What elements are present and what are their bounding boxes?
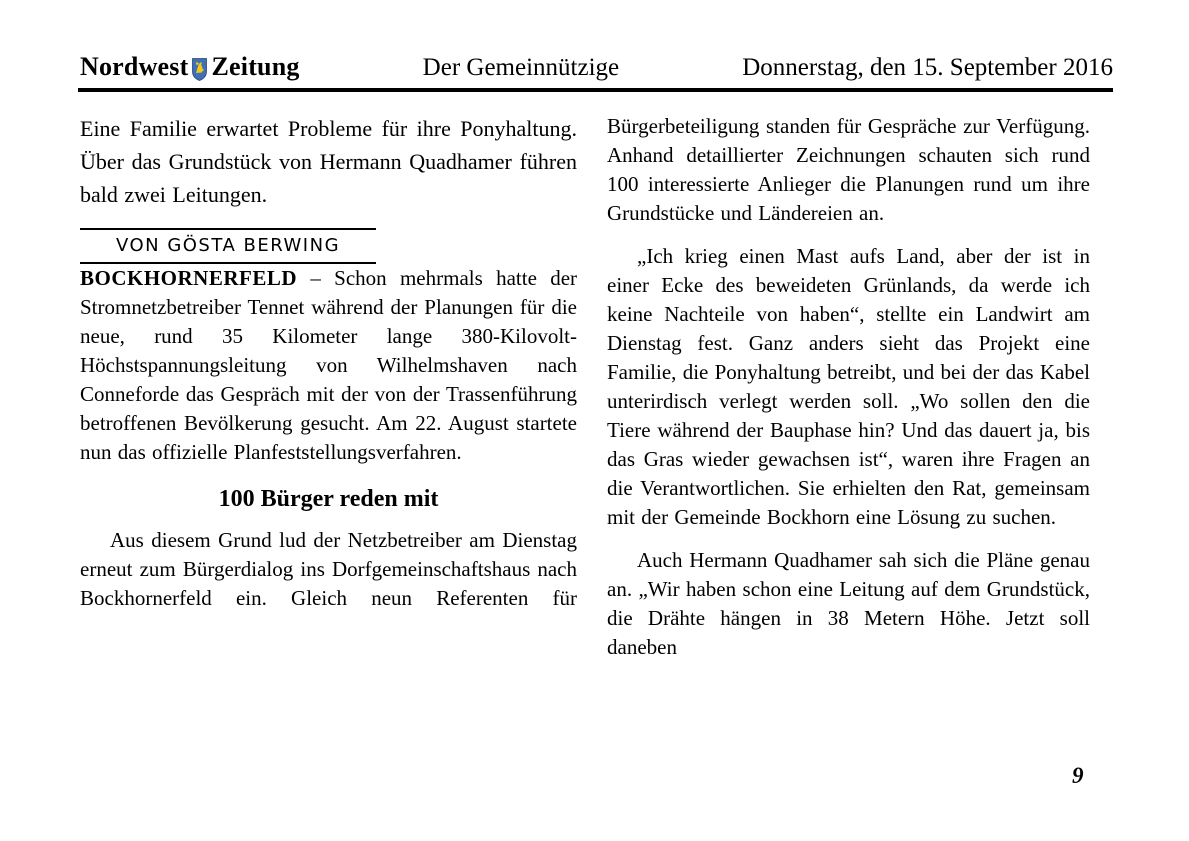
paragraph-2: Aus diesem Grund lud der Netzbetreiber am Dienstag erneut zum Bürgerdialog ins Dorfgemeinschaftshaus nach Bockhornerfeld ein. Gleich neun Referenten für <box>80 528 577 610</box>
masthead <box>80 52 300 82</box>
paragraph-5: Auch Hermann Quadhamer sah sich die Pläne genau an. „Wir haben schon eine Leitung auf dem Grundstück, die Drähte hängen in 38 Metern Höhe. Jetzt soll daneben <box>607 548 1090 659</box>
article-lead: Eine Familie erwartet Probleme für ihre Ponyhaltung. Über das Grundstück von Hermann Quadhamer führen bald zwei Leitungen. <box>80 116 577 207</box>
page-header <box>80 52 1113 82</box>
subheading: 100 Bürger reden mit <box>218 486 439 512</box>
dateline: BOCKHORNERFELD <box>80 266 298 290</box>
right-column <box>607 112 1090 662</box>
oldenburg-crest-icon <box>192 58 207 81</box>
edition-title: Der Gemeinnützige <box>422 54 620 81</box>
masthead-word-zeitung: Zeitung <box>211 52 300 81</box>
header-rule <box>78 88 1113 92</box>
paragraph-3: Bürgerbeteiligung standen für Gespräche zur Verfügung. Anhand detaillierter Zeichnungen schauten sich rund 100 interessierte Anlieger die Planungen rund um ihre Grundstücke und Ländereien an. <box>607 114 1090 225</box>
page-number: 9 <box>1072 763 1084 788</box>
byline: VON GÖSTA BERWING <box>115 235 341 256</box>
byline-block <box>80 228 376 264</box>
paragraph-4: „Ich krieg einen Mast aufs Land, aber der ist in einer Ecke des beweideten Grünlands, da werde ich keine Nachteile von haben“, stellte ein Landwirt am Dienstag fest. Ganz anders sieht das Projekt eine Familie, die Ponyhaltung betreibt, und bei der das Kabel unterirdisch verlegt werden soll. „Wo sollen den die Tiere während der Bauphase hin? Und das dauert ja, bis das Gras wieder gewachsen ist“, waren ihre Fragen an die Verantwortlichen. Sie erhielten den Rat, gemeinsam mit der Gemeinde Bockhorn eine Lösung zu suchen. <box>607 244 1090 529</box>
left-column <box>80 112 577 613</box>
issue-date: Donnerstag, den 15. September 2016 <box>742 54 1113 81</box>
masthead-word-nordwest: Nordwest <box>80 52 189 81</box>
paragraph-1 <box>80 264 577 467</box>
paragraph-1-text: – Schon mehrmals hatte der Stromnetzbetreiber Tennet während der Planungen für die neue, rund 35 Kilometer lange 380-Kilovolt-Höchstspannungsleitung von Wilhelmshaven nach Conneforde das Gespräch mit der von der Trassenführung betroffenen Bevölkerung gesucht. Am 22. August startete nun das offizielle Planfeststellungsverfahren. <box>80 266 578 464</box>
